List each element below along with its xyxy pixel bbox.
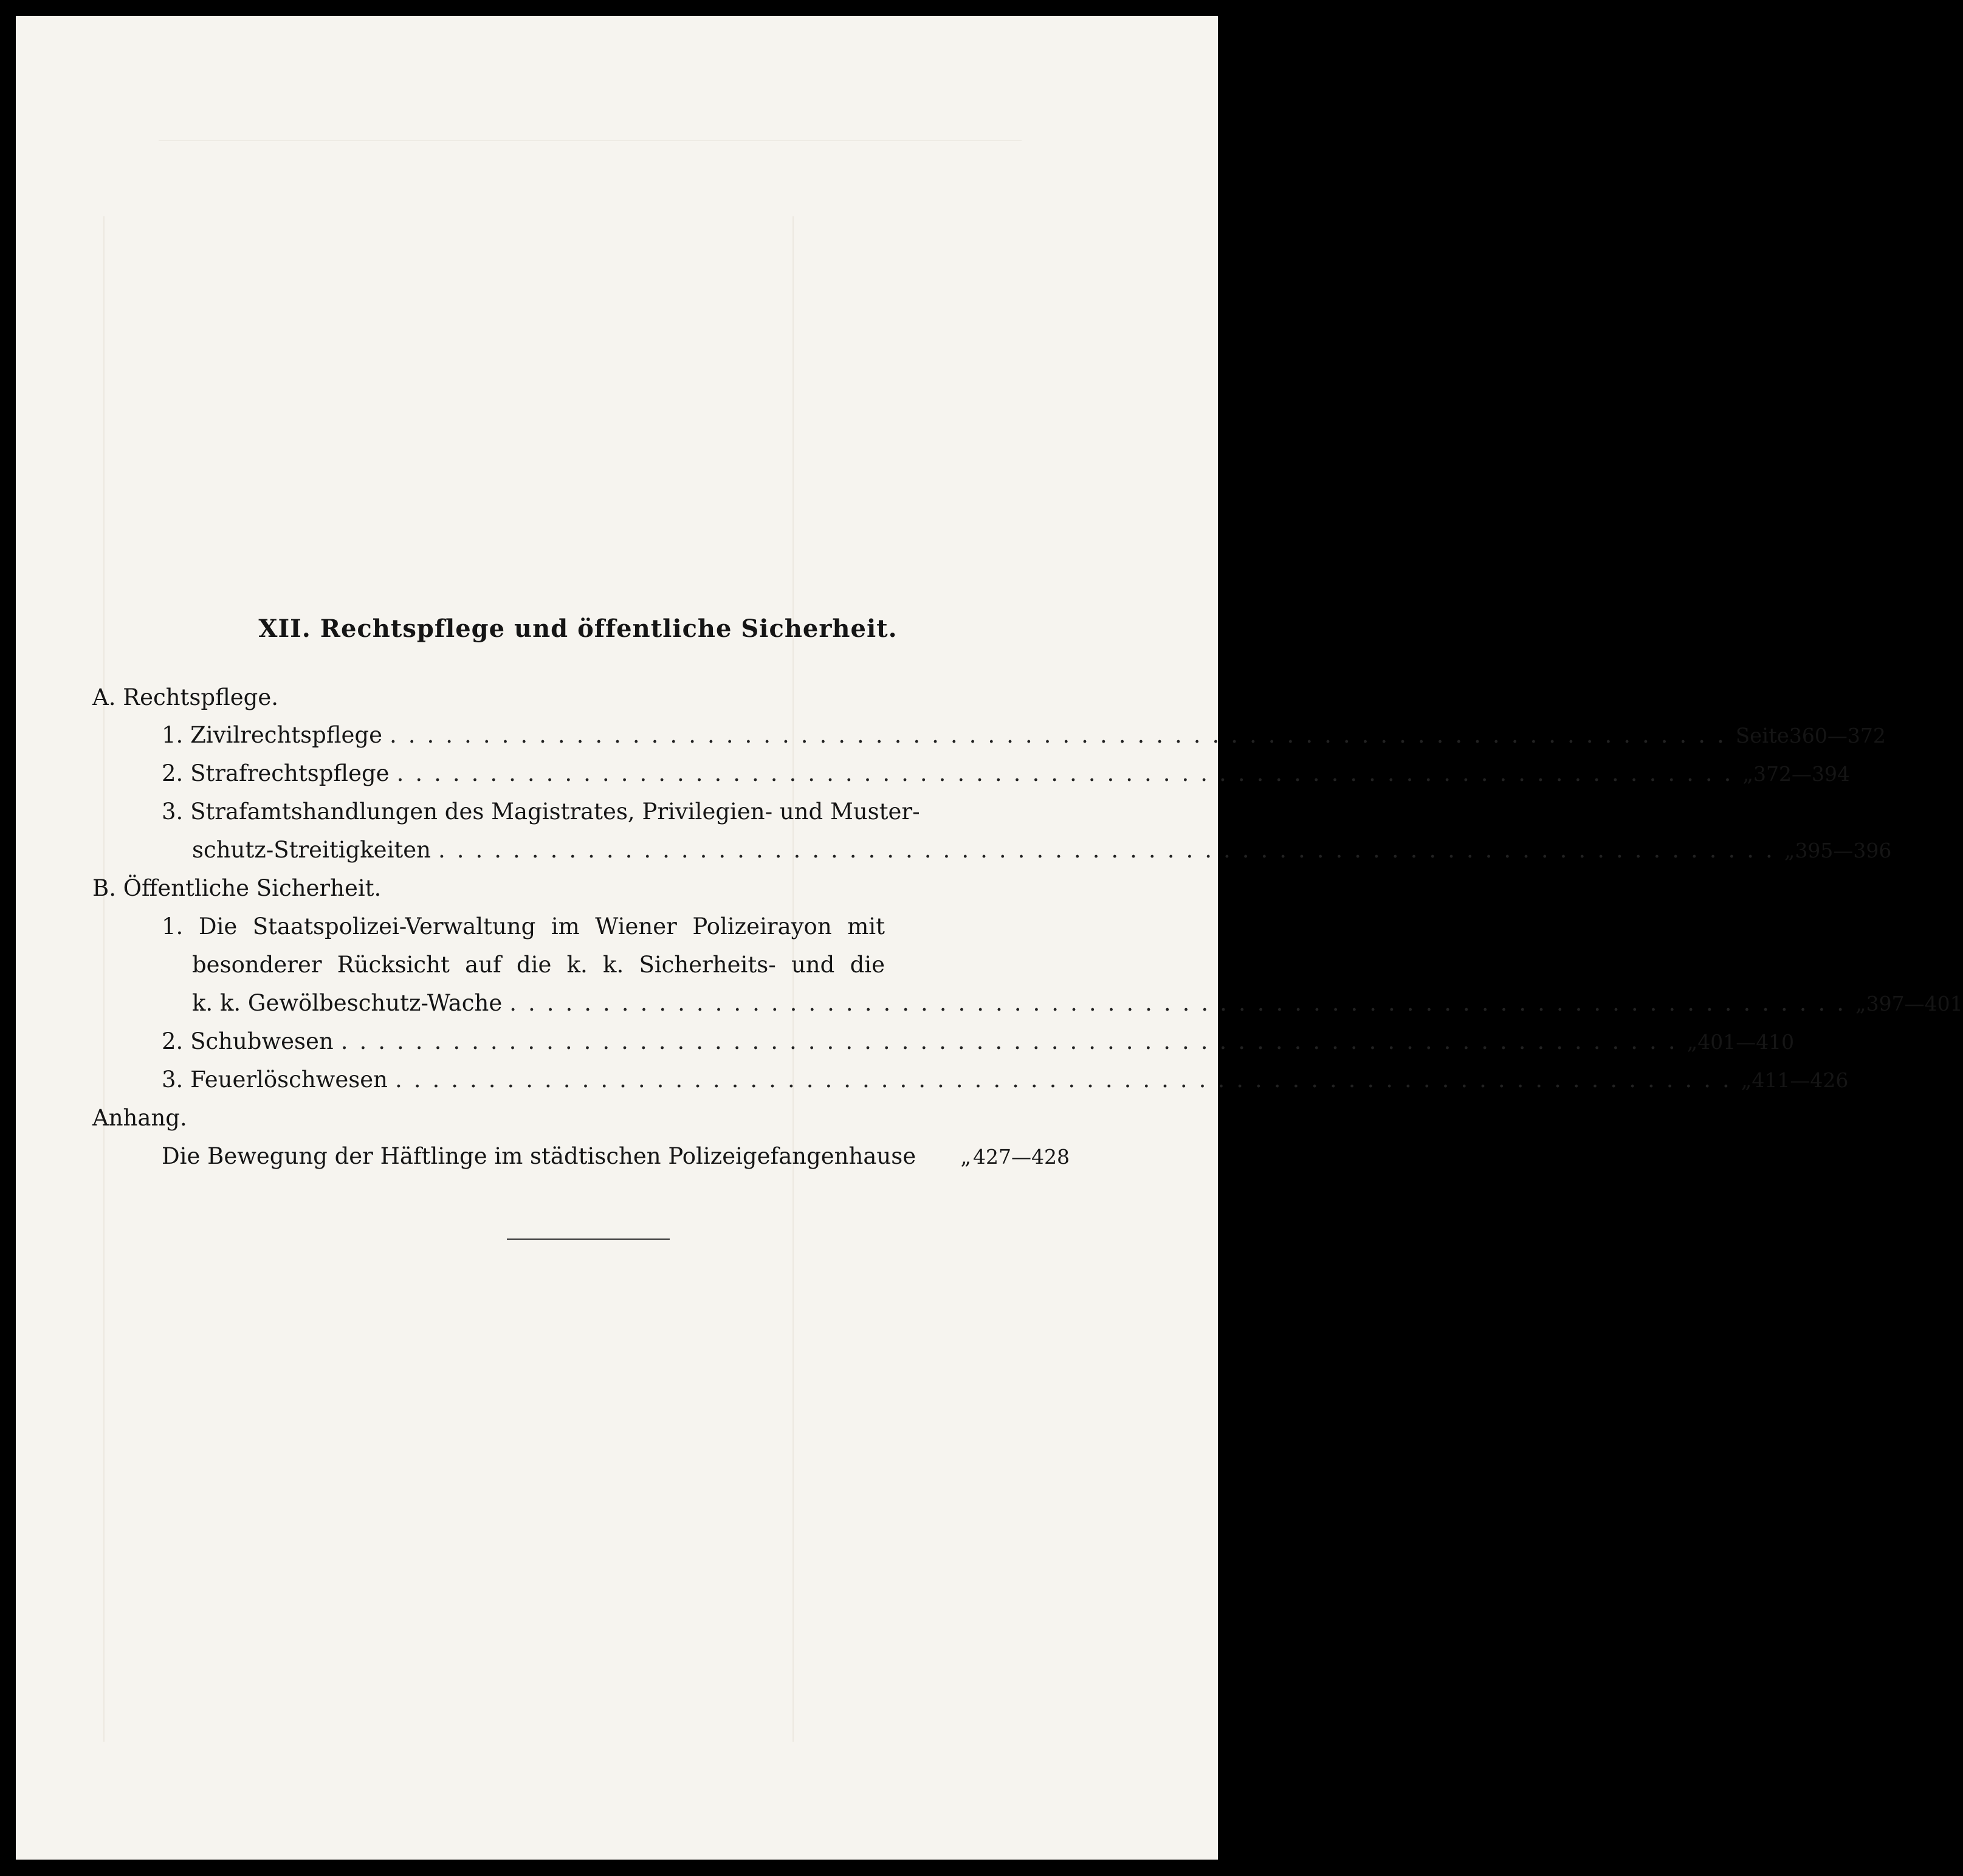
entry-pages: 372—394 bbox=[1753, 762, 1850, 786]
toc-entry-feuerloeschwesen bbox=[162, 1062, 1849, 1098]
entry-mark: „ bbox=[1741, 1068, 1752, 1093]
toc-entry-staatspolizei-line3 bbox=[192, 985, 1963, 1022]
entry-label: Die Bewegung der Häftlinge im städtischen Polizeigefangenhause bbox=[162, 1143, 916, 1169]
leader-dots: ........................................................................ bbox=[509, 990, 1856, 1016]
toc-entry-zivilrechtspflege bbox=[162, 717, 1886, 754]
leader-dots: ........................................................................ bbox=[396, 760, 1743, 786]
entry-mark: „ bbox=[1855, 992, 1866, 1016]
appendix-heading: Anhang. bbox=[92, 1105, 187, 1131]
page-title: XII. Rechtspflege und öffentliche Sicherheit. bbox=[258, 614, 898, 643]
closing-rule bbox=[507, 1239, 670, 1240]
entry-mark: „ bbox=[1686, 1030, 1698, 1054]
entry-label: 1. Zivilrechtspflege bbox=[162, 722, 383, 748]
toc-entry-strafamt-line2 bbox=[192, 832, 1892, 868]
entry-pages: 397—401 bbox=[1866, 992, 1963, 1015]
toc-entry-staatspolizei-line2: besonderer Rücksicht auf die k. k. Sicherheits- und die bbox=[192, 952, 885, 978]
leader-dots: ........................................................................ bbox=[394, 1067, 1741, 1093]
leader-dots: ........................................................................ bbox=[390, 722, 1736, 748]
entry-mark: „ bbox=[960, 1145, 971, 1169]
bleed-through-line bbox=[159, 140, 1022, 141]
section-a-heading: A. Rechtspflege. bbox=[92, 684, 279, 710]
toc-entry-haeftlinge bbox=[162, 1138, 1070, 1175]
entry-label: schutz-Streitigkeiten bbox=[192, 837, 431, 863]
entry-mark: „ bbox=[1742, 762, 1753, 786]
entry-label: 3. Feuerlöschwesen bbox=[162, 1067, 388, 1093]
document-page bbox=[16, 16, 1963, 1860]
toc-entry-staatspolizei-line1: 1. Die Staatspolizei-Verwaltung im Wiener Polizeirayon mit bbox=[162, 913, 885, 940]
entry-label: 2. Schubwesen bbox=[162, 1028, 334, 1054]
entry-pages: 427—428 bbox=[973, 1145, 1070, 1169]
toc-entry-strafamt-line1: 3. Strafamtshandlungen des Magistrates, Privilegien- und Muster- bbox=[162, 799, 920, 825]
entry-pages: 360—372 bbox=[1789, 724, 1886, 747]
section-b-heading: B. Öffentliche Sicherheit. bbox=[92, 875, 382, 901]
entry-mark: Seite bbox=[1735, 724, 1789, 748]
leader-dots: ........................................................................ bbox=[438, 837, 1784, 863]
entry-mark: „ bbox=[1784, 839, 1795, 863]
entry-label: 2. Strafrechtspflege bbox=[162, 760, 390, 786]
toc-entry-schubwesen bbox=[162, 1023, 1795, 1060]
entry-pages: 401—410 bbox=[1697, 1030, 1795, 1054]
toc-entry-strafrechtspflege bbox=[162, 755, 1850, 792]
entry-pages: 395—396 bbox=[1795, 839, 1892, 862]
entry-label: k. k. Gewölbeschutz-Wache bbox=[192, 990, 503, 1016]
leader-dots: ........................................................................ bbox=[340, 1028, 1687, 1054]
entry-pages: 411—426 bbox=[1752, 1068, 1849, 1092]
